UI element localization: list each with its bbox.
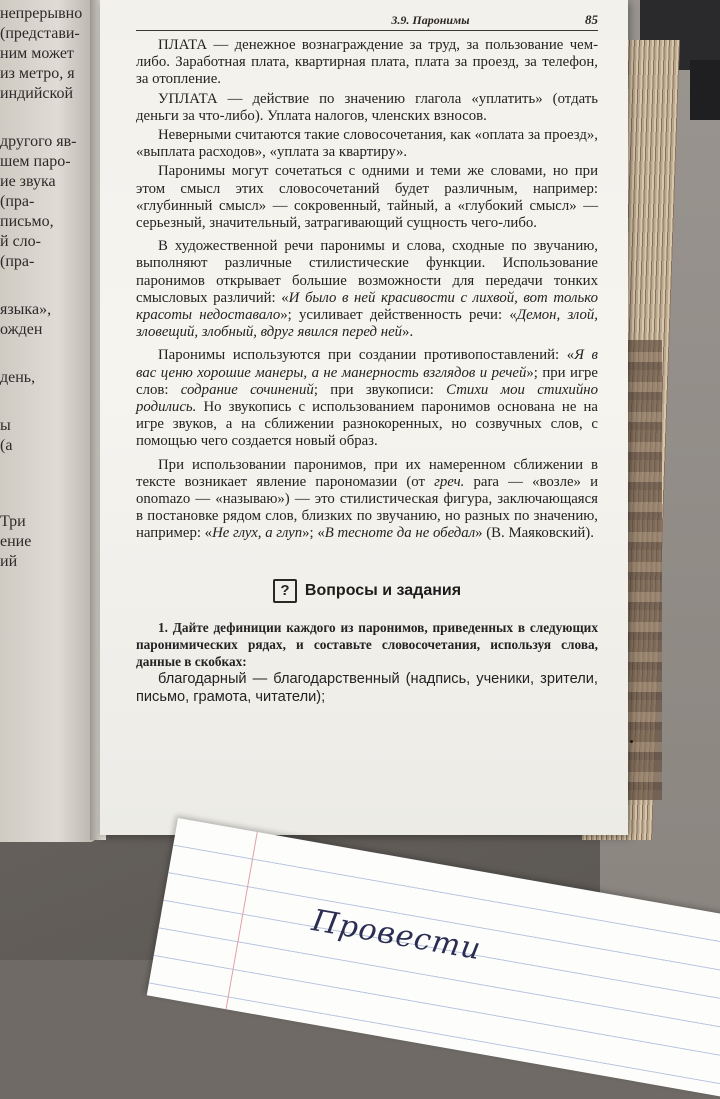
left-page-line bbox=[0, 388, 90, 416]
left-page-line: непрерывно bbox=[0, 5, 83, 22]
paragraph-artistic: В художественной речи паронимы и слова, сходные по звучанию, выполняют различные стилистические функции. Использование паронимов открывает большие возможности для передачи тонких смысловых различий: «И было в ней красивости с лихвой, вот только красоты недоставало»; усиливает действенность речи: «Демон, злой, зловещий, злобный, вдруг явился перед ней». bbox=[136, 238, 598, 341]
left-page-line bbox=[0, 272, 90, 300]
left-page-line: (а bbox=[0, 437, 13, 454]
paragraph-incorrect: Неверными считаются такие словосочетания, как «оплата за проезд», «выплата расходов», «уплата за квартиру». bbox=[136, 127, 598, 161]
question-mark-icon: ? bbox=[273, 579, 297, 603]
left-page-line: ожден bbox=[0, 321, 43, 338]
left-page-line: индийской bbox=[0, 85, 74, 102]
paragraph-combine: Паронимы могут сочетаться с одними и теми же словами, но при этом смысл этих словосочетаний будет различным, например: «глубинный смысл» — сокровенный, тайный, а «глубокий смысл» — серьезный, значительный, затрагивающий сущность чего-либо. bbox=[136, 163, 598, 232]
notebook-margin-line bbox=[226, 832, 258, 1009]
left-page-line bbox=[0, 456, 90, 484]
left-page-line: ним может bbox=[0, 45, 74, 62]
left-page-line: ение bbox=[0, 533, 32, 550]
left-page-line: день, bbox=[0, 369, 36, 386]
paragraph-plata: ПЛАТА — денежное вознаграждение за труд, за пользование чем-либо. Заработная плата, квартирная плата, плата за проезд, за телефон, за отопление. bbox=[136, 37, 598, 88]
page-content bbox=[136, 10, 598, 707]
paragraph-paronomasia: При использовании паронимов, при их намеренном сближении в тексте возникает явление парономазии (от греч. para — «возле» и onomazo — «называю») — это стилистическая фигура, заключающаяся в постановке рядом слов, близких по звучанию, но разных по значению, например: «Не глух, а глуп»; «В тесноте да не обедал» (В. Маяковский). bbox=[136, 456, 598, 542]
left-page-line: (пра- bbox=[0, 253, 35, 270]
questions-heading bbox=[136, 579, 598, 603]
left-page-line bbox=[0, 484, 90, 512]
left-page-line: другого яв- bbox=[0, 133, 77, 150]
right-page bbox=[100, 0, 628, 835]
paragraph-uplata: УПЛАТА — действие по значению глагола «уплатить» (отдать деньги за что-либо). Уплата налогов, членских взносов. bbox=[136, 90, 598, 124]
left-page-line bbox=[0, 104, 90, 132]
section-title: 3.9. Паронимы bbox=[391, 13, 470, 27]
desk-object-dark-2 bbox=[690, 60, 720, 120]
left-page-line: из метро, я bbox=[0, 65, 75, 82]
left-page-line: Три bbox=[0, 513, 26, 530]
left-page-line: (пра- bbox=[0, 193, 35, 210]
left-page-line: (представи- bbox=[0, 25, 80, 42]
ink-dot bbox=[630, 740, 633, 743]
questions-title: Вопросы и задания bbox=[304, 581, 462, 599]
handwritten-note: Провести bbox=[309, 903, 484, 968]
task-1: 1. Дайте дефиниции каждого из паронимов, приведенных в следующих паронимических рядах, и составьте словосочетания, используя слова, данные в скобках: bbox=[136, 619, 598, 669]
left-page-line: ий bbox=[0, 553, 18, 570]
page-number: 85 bbox=[585, 12, 598, 27]
left-page-line: ие звука bbox=[0, 173, 56, 190]
left-page bbox=[0, 0, 96, 842]
left-page-text bbox=[0, 4, 90, 572]
left-page-line: письмо, bbox=[0, 213, 54, 230]
left-page-line: языка», bbox=[0, 301, 52, 318]
left-page-line: шем паро- bbox=[0, 153, 71, 170]
left-page-line bbox=[0, 340, 90, 368]
running-header bbox=[136, 10, 598, 31]
left-page-line: й сло- bbox=[0, 233, 41, 250]
left-page-line: ы bbox=[0, 417, 11, 434]
task-1-example: благодарный — благодарственный (надпись, ученики, зрители, письмо, грамота, читатели); bbox=[136, 670, 598, 706]
paragraph-contrast: Паронимы используются при создании противопоставлений: «Я в вас ценю хорошие манеры, а не манерность взглядов и речей»; при игре слов: содрание сочинений; при звукописи: Стихи мои стихийно родились. Но звукопись с использованием паронимов основана не на игре звуков, а на сближении разнокоренных, но созвучных слов, с помощью чего создается новый образ. bbox=[136, 347, 598, 450]
